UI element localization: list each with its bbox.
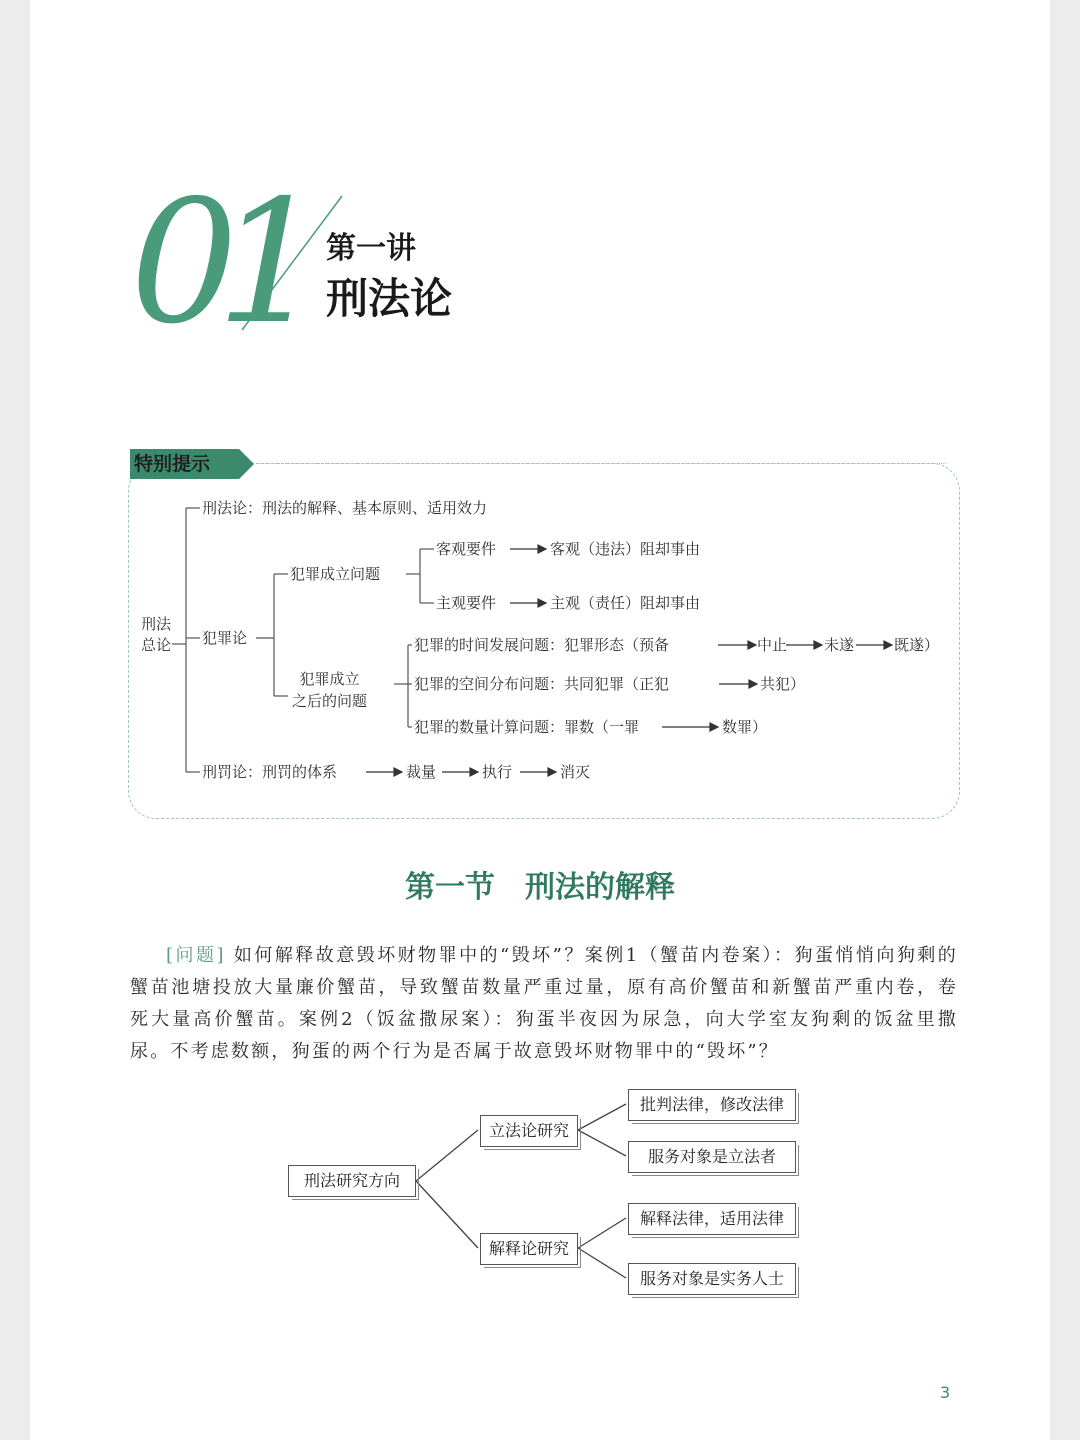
- tip-time-issue: 犯罪的时间发展问题：犯罪形态（预备: [414, 636, 670, 654]
- tip-objective-element: 客观要件: [436, 540, 497, 558]
- tip-branch-punishment: 刑罚论：刑罚的体系: [202, 763, 338, 781]
- section-heading: 第一节 刑法的解释: [405, 870, 675, 905]
- book-page: [30, 0, 1050, 1440]
- tip-punish-sentencing: 裁量: [406, 763, 437, 781]
- special-tip-label: 特别提示: [134, 453, 211, 475]
- diagram-int-apply-box: 解释法律，适用法律: [628, 1203, 796, 1235]
- research-diagram-lines: [30, 0, 1050, 1300]
- page-number: 3: [940, 1383, 951, 1402]
- tip-space-issue: 犯罪的空间分布问题：共同犯罪（正犯: [414, 675, 670, 693]
- diagram-int-audience-box: 服务对象是实务人士: [628, 1263, 796, 1295]
- tip-space-accomplice: 共犯）: [760, 675, 806, 693]
- tip-count-issue: 犯罪的数量计算问题：罪数（一罪: [414, 718, 640, 736]
- tip-subjective-exemption: 主观（责任）阻却事由: [550, 594, 701, 612]
- tip-branch-crime: 犯罪论: [202, 629, 248, 647]
- tip-punish-execution: 执行: [482, 763, 513, 781]
- question-text: 如何解释故意毁坏财物罪中的“毁坏”？案例1（蟹苗内卷案）：狗蛋悄悄向狗剩的蟹苗池塘投放大量廉价蟹苗，导致蟹苗数量严重过量，原有高价蟹苗和新蟹苗严重内卷，卷死大量高价蟹苗。案例2（饭盆撒尿案）：狗蛋半夜因为尿急，向大学室友狗剩的饭盆里撒尿。不考虑数额，狗蛋的两个行为是否属于故意毁坏财物罪中的“毁坏”？: [130, 945, 958, 1062]
- tip-objective-exemption: 客观（违法）阻却事由: [550, 540, 701, 558]
- tip-subjective-element: 主观要件: [436, 594, 497, 612]
- question-tag: [问题]: [166, 945, 226, 966]
- tip-crime-establish: 犯罪成立问题: [290, 565, 381, 583]
- tip-count-multiple: 数罪）: [722, 718, 768, 736]
- tip-time-stage-2: 中止: [757, 636, 788, 654]
- diagram-root-box: 刑法研究方向: [288, 1165, 416, 1197]
- diagram-leg-critique-box: 批判法律，修改法律: [628, 1089, 796, 1121]
- diagram-interpretive-box: 解释论研究: [480, 1233, 578, 1265]
- diagram-leg-audience-box: 服务对象是立法者: [628, 1141, 796, 1173]
- lecture-title: 刑法论: [326, 274, 453, 323]
- tip-time-stage-4: 既遂）: [894, 636, 940, 654]
- lecture-label: 第一讲: [326, 231, 416, 266]
- tip-punish-extinction: 消灭: [560, 763, 591, 781]
- tip-branch-criminal-law: 刑法论：刑法的解释、基本原则、适用效力: [202, 499, 488, 517]
- tip-root-label: 刑法 总论: [140, 615, 171, 654]
- diagram-legislative-box: 立法论研究: [480, 1115, 578, 1147]
- lecture-number: 01: [130, 164, 303, 362]
- tip-crime-after: 犯罪成立 之后的问题: [292, 670, 368, 710]
- tip-time-stage-3: 未遂: [824, 636, 855, 654]
